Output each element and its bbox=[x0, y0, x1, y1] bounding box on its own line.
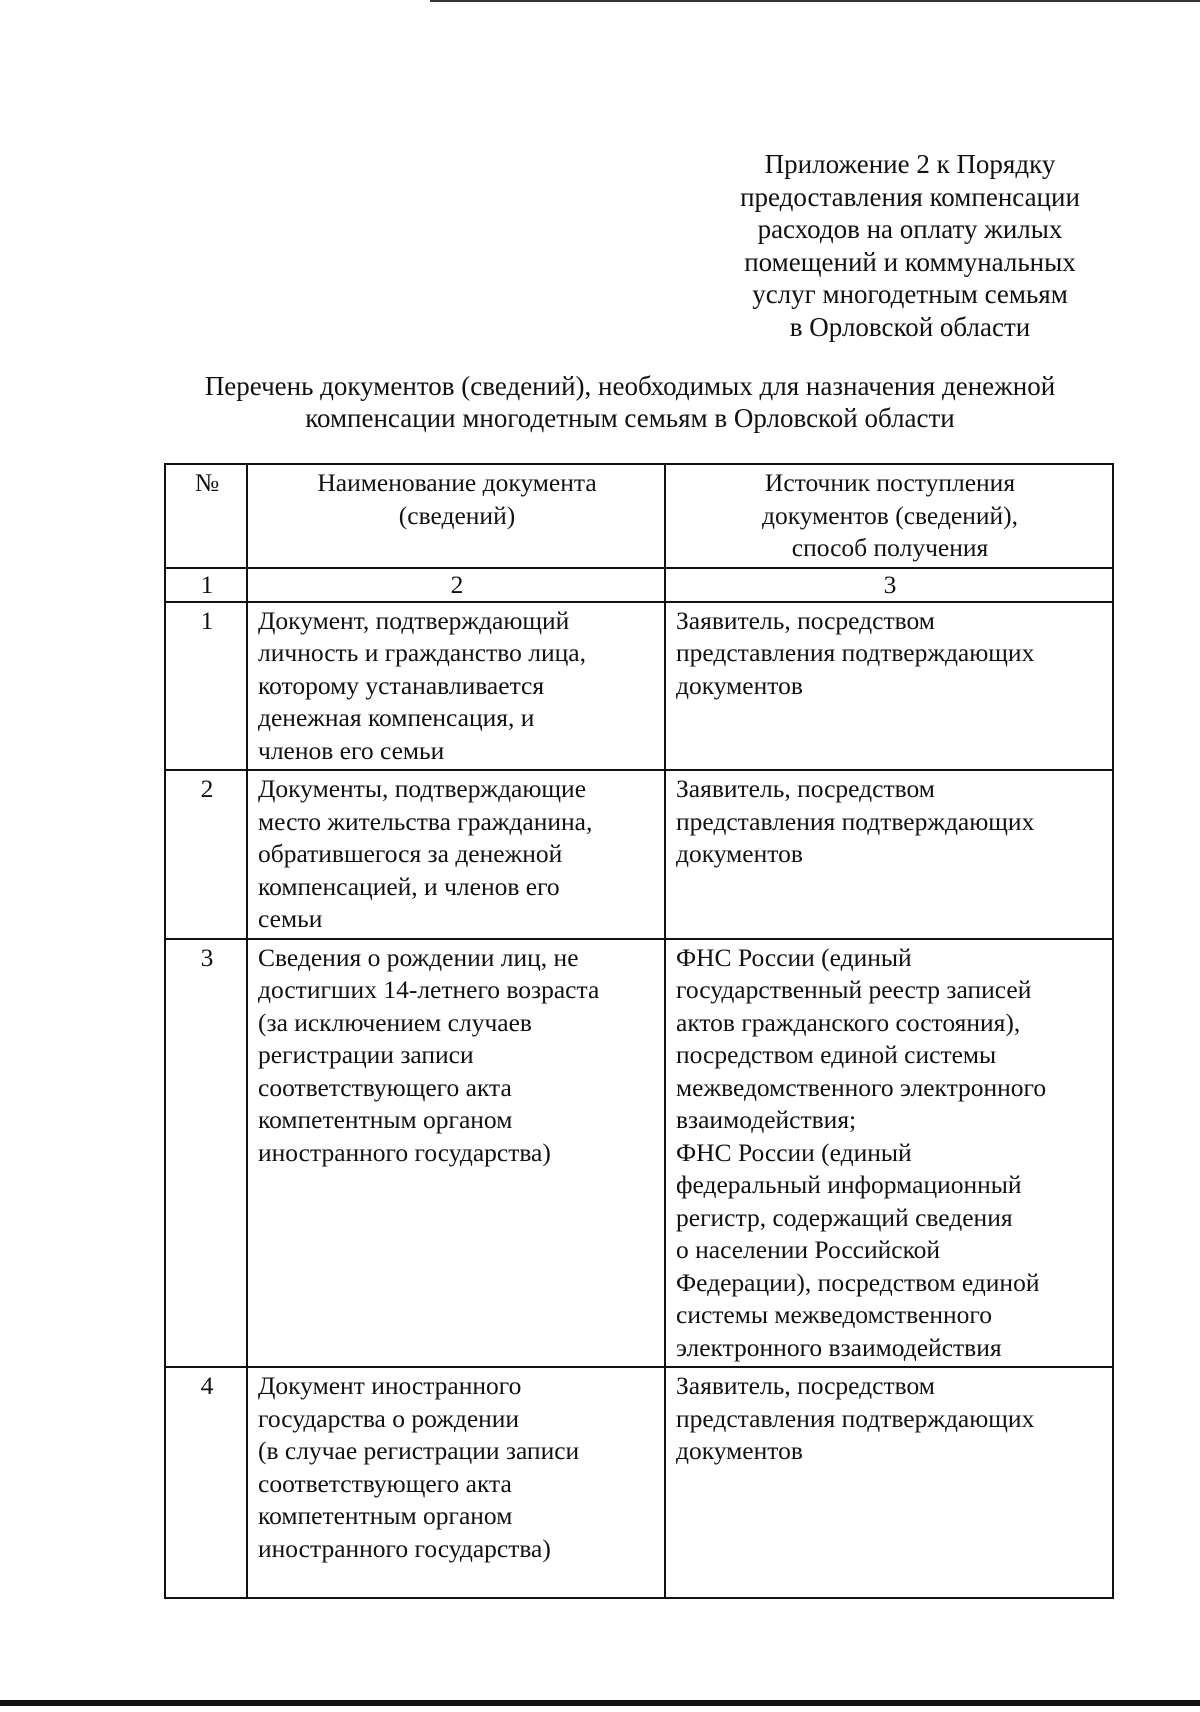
title-line: Перечень документов (сведений), необходимых для назначения денежной bbox=[204, 371, 1056, 401]
row-number: 1 bbox=[165, 602, 247, 771]
appendix-line: услуг многодетным семьям bbox=[752, 279, 1068, 309]
source-cell: Заявитель, посредством представления подтверждающих документов bbox=[665, 602, 1113, 771]
column-number: 2 bbox=[247, 568, 665, 602]
appendix-line: Приложение 2 к Порядку bbox=[764, 149, 1056, 179]
header-number: № bbox=[165, 464, 247, 568]
header-source: Источник поступления документов (сведений), способ получения bbox=[665, 464, 1113, 568]
source-cell: Заявитель, посредством представления подтверждающих документов bbox=[665, 1367, 1113, 1598]
appendix-line: предоставления компенсации bbox=[740, 181, 1080, 212]
scan-edge-bottom bbox=[0, 1700, 1200, 1706]
documents-table bbox=[164, 463, 1114, 1599]
table-header-row bbox=[165, 464, 1113, 568]
document-name-cell: Сведения о рождении лиц, не достигших 14-летнего возраста (за исключением случаев регистрации записи соответствующего акта компетентным органом иностранного государства) bbox=[247, 939, 665, 1368]
document-name-cell: Документы, подтверждающие место жительства гражданина, обратившегося за денежной компенсацией, и членов его семьи bbox=[247, 770, 665, 939]
column-numbers-row bbox=[165, 568, 1113, 602]
row-number: 3 bbox=[165, 939, 247, 1368]
column-number: 1 bbox=[165, 568, 247, 602]
document-name-cell: Документ, подтверждающий личность и гражданство лица, которому устанавливается денежная компенсация, и членов его семьи bbox=[247, 602, 665, 771]
source-cell: Заявитель, посредством представления подтверждающих документов bbox=[665, 770, 1113, 939]
appendix-line: в Орловской области bbox=[789, 311, 1031, 342]
scan-edge-top bbox=[430, 0, 1200, 2]
row-number: 4 bbox=[165, 1367, 247, 1598]
title-line: компенсации многодетным семьям в Орловской области bbox=[305, 403, 955, 433]
document-title bbox=[160, 370, 1100, 434]
table-row bbox=[165, 602, 1113, 771]
appendix-line: расходов на оплату жилых bbox=[757, 214, 1063, 244]
table-row bbox=[165, 939, 1113, 1368]
table-row bbox=[165, 770, 1113, 939]
appendix-reference bbox=[700, 148, 1120, 343]
table-row bbox=[165, 1367, 1113, 1598]
row-number: 2 bbox=[165, 770, 247, 939]
appendix-line: помещений и коммунальных bbox=[744, 246, 1076, 277]
source-cell: ФНС России (единый государственный реестр записей актов гражданского состояния), посредством единой системы межведомственного электронного взаимодействия; ФНС России (единый федеральный информационный регистр, содержащий сведения о населении Российской Федерации), посредством единой системы межведомственного электронного взаимодействия bbox=[665, 939, 1113, 1368]
column-number: 3 bbox=[665, 568, 1113, 602]
header-document-name: Наименование документа (сведений) bbox=[247, 464, 665, 568]
document-name-cell: Документ иностранного государства о рождении (в случае регистрации записи соответствующего акта компетентным органом иностранного государства) bbox=[247, 1367, 665, 1598]
